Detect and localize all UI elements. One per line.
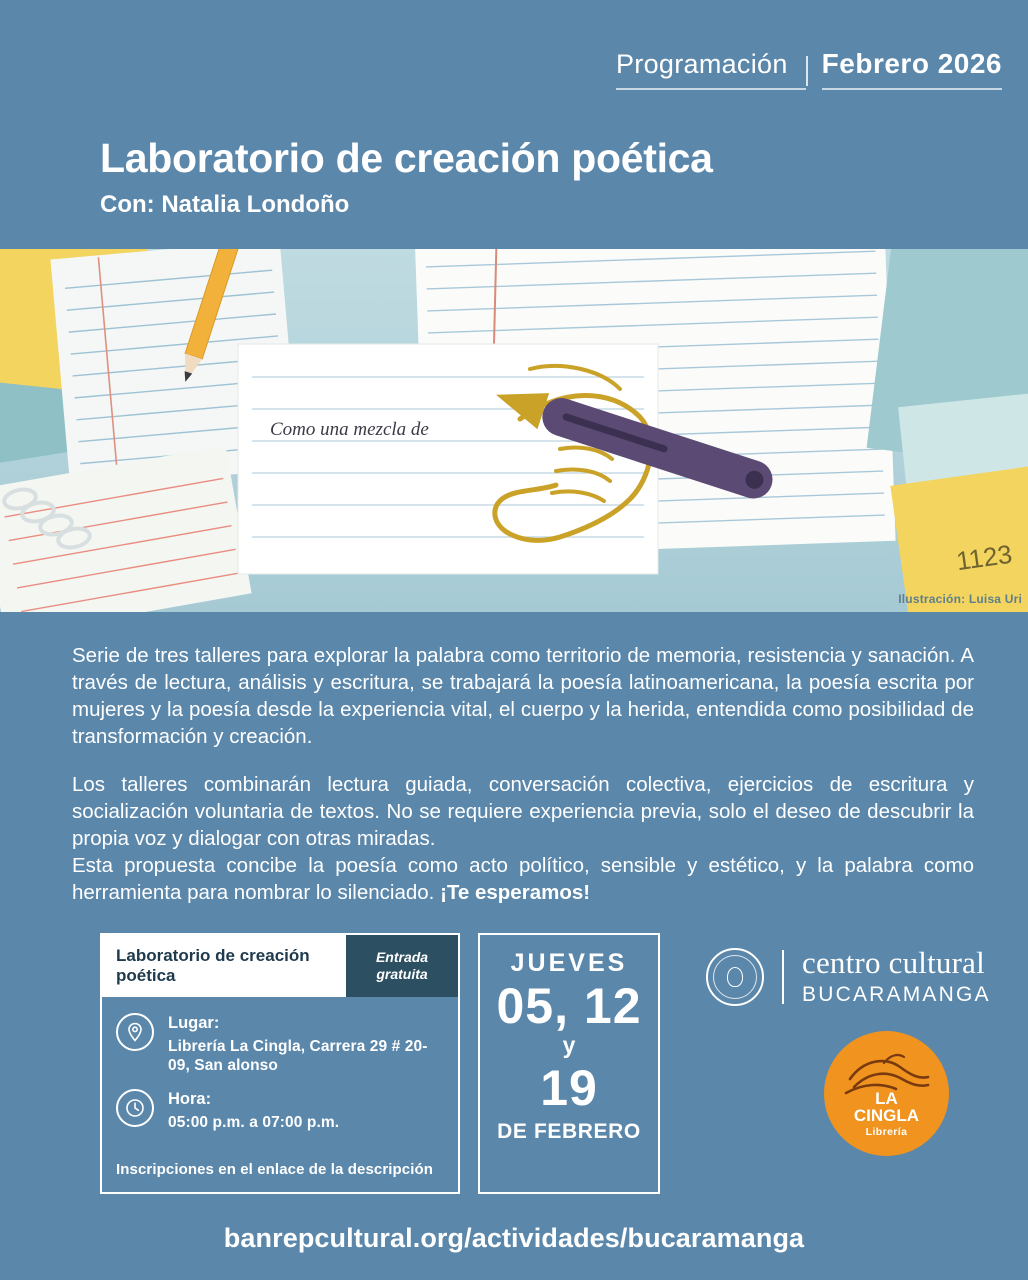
logo-divider [782, 950, 784, 1004]
date-days: 05, 12 [496, 977, 642, 1034]
description-paragraph-1: Serie de tres talleres para explorar la palabra como territorio de memoria, resistencia y sanación. A través de lectura, análisis y escritura, se trabajará la poesía latinoamericana, la poesía escrita por mujeres y la poesía desde la experiencia vital, el cuerpo y la herida, entendida como posibilidad de transformación y creación. [72, 644, 974, 749]
illustration-artwork [0, 249, 1028, 612]
badge-line-2: gratuita [376, 965, 428, 982]
svg-text:1123: 1123 [954, 538, 1014, 577]
time-value: 05:00 p.m. a 07:00 p.m. [168, 1114, 340, 1132]
programacion-date: Febrero 2026 [822, 48, 1002, 90]
description-paragraph-2: Los talleres combinarán lectura guiada, conversación colectiva, ejercicios de escritura y socialización voluntaria de textos. No se requiere experiencia previa, solo el deseo de descubrir la propia voz y dialogar con otras miradas. [72, 773, 974, 851]
badge-line-1: Entrada [375, 949, 429, 966]
cingla-sub: Librería [865, 1126, 908, 1139]
page-subtitle: Con: Natalia Londoño [100, 191, 350, 219]
date-box [478, 933, 660, 1194]
description-paragraph-3-main: Esta propuesta concibe la poesía como acto político, sensible y estético, y la palabra como herramienta para nombrar lo silenciado. [72, 854, 974, 905]
date-weekday: JUEVES [510, 948, 628, 977]
date-month: DE FEBRERO [497, 1120, 641, 1144]
programacion-label: Programación [616, 49, 806, 90]
clock-icon [116, 1089, 154, 1127]
info-card [100, 933, 460, 1194]
description-paragraph-3 [72, 852, 974, 906]
handwriting-text: Como una mezcla de [270, 419, 429, 441]
cingla-text [824, 1090, 949, 1138]
free-entry-badge [346, 935, 458, 997]
cingla-line-1: LA [875, 1089, 898, 1109]
date-conjunction: y [562, 1032, 576, 1059]
location-texts [168, 1013, 446, 1076]
location-row [116, 1013, 446, 1076]
time-row [116, 1089, 446, 1132]
banrep-centro-logo [706, 944, 991, 1007]
seal-head-icon [727, 967, 743, 987]
description [0, 612, 1028, 906]
location-pin-icon [116, 1013, 154, 1051]
details-section [0, 907, 1028, 1194]
banrep-seal-icon [706, 948, 764, 1006]
info-card-rows [102, 997, 458, 1159]
page-title: Laboratorio de creación poética [100, 135, 713, 181]
header-divider [806, 56, 808, 86]
registration-note: Inscripciones en el enlace de la descripción [116, 1160, 434, 1178]
la-cingla-logo [824, 1031, 949, 1156]
poster-header [0, 0, 1028, 90]
centro-cultural-name: centro cultural [802, 944, 985, 980]
footer-url[interactable]: banrepcultural.org/actividades/bucaramanga [223, 1223, 805, 1253]
logos [706, 933, 991, 1156]
illustration-credit: Ilustración: Luisa Uri [898, 592, 1022, 607]
cingla-line-2: CINGLA [853, 1106, 920, 1126]
centro-cultural-text [802, 944, 991, 1007]
location-label: Lugar: [168, 1013, 220, 1032]
description-highlight: ¡Te esperamos! [440, 881, 591, 905]
time-label: Hora: [168, 1090, 212, 1109]
centro-cultural-city: BUCARAMANGA [802, 982, 991, 1006]
date-last-day: 19 [540, 1059, 598, 1116]
info-card-header [102, 935, 458, 997]
time-texts [168, 1089, 339, 1132]
info-card-title: Laboratorio de creación poética [116, 945, 310, 985]
title-block [0, 90, 1028, 219]
location-value: Librería La Cingla, Carrera 29 # 20-09, San alonso [168, 1037, 428, 1074]
illustration [0, 249, 1028, 612]
